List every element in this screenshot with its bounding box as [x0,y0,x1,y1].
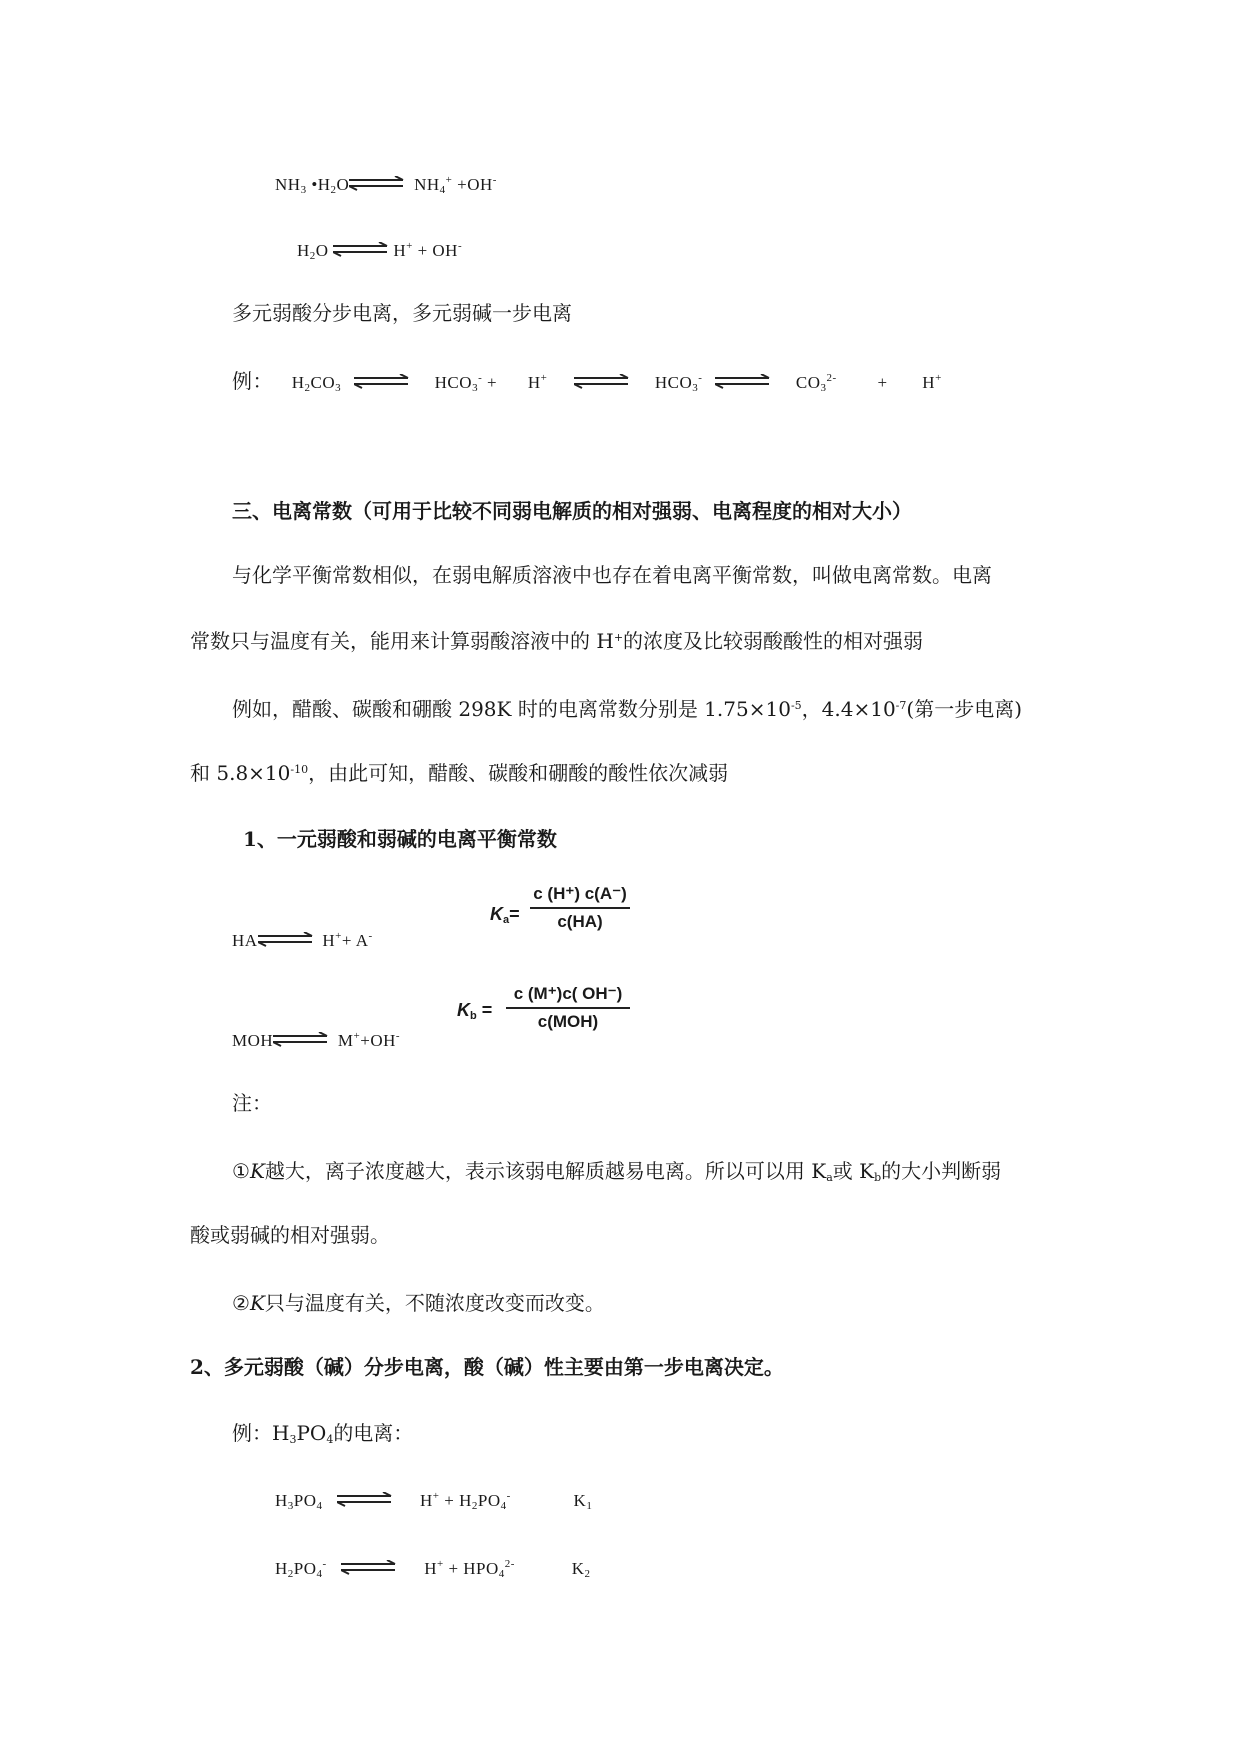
kb-denominator: c(MOH) [537,1012,599,1031]
note-label: 注： [232,1091,272,1115]
equation-nh3-ionization: $NH_3$ $•H_2O$ $NH_4^+ +OH^-$ [275,174,497,196]
equation-carbonic-acid: 例： $H_2CO_3$ $HCO_3^- + H^+$ $HCO_3^-$ $CO_3^{2-} + H^+$ [232,369,942,394]
note-1-line2: 酸或弱碱的相对强弱。 [190,1223,390,1247]
polyacid-statement: 多元弱酸分步电离，多元弱碱一步电离 [232,301,572,325]
equation-phosphoric-step1: $H_3PO_4$ $H^+ + H_2PO_4^-$ $K_1$ [275,1490,593,1512]
paragraph-ionization-constant-line1: 与化学平衡常数相似，在弱电解质溶液中也存在着电离平衡常数，叫做电离常数。电离 [232,563,992,587]
equilibrium-arrow-icon [715,374,775,390]
subheading-monoprotic: 1、一元弱酸和弱碱的电离平衡常数 [243,827,557,851]
equation-phosphoric-step2: $H_2PO_4^-$ $H^+ + HPO_4^{2-}$ $K_2$ [275,1558,591,1580]
kb-numerator: c (M⁺)c( OH⁻) [513,984,623,1003]
section-heading-ionization-constant: 三、电离常数（可用于比较不同弱电解质的相对强弱、电离程度的相对大小） [232,499,912,523]
paragraph-example-constants-line1: 例如，醋酸、碳酸和硼酸 298K 时的电离常数分别是 $1.75\times 10^{-5}$，$4.4\times 10^{-7}$(第一步电离) [232,697,1022,721]
ka-numerator: c (H⁺) c(A⁻) [533,884,627,903]
equation-weak-acid: HA H++ A- [232,930,373,950]
ka-denominator: c(HA) [557,912,603,931]
kb-symbol: $K_b$ = [457,1000,493,1022]
equilibrium-arrow-icon [341,1560,401,1576]
equilibrium-arrow-icon [574,374,634,390]
equilibrium-arrow-icon [333,242,393,258]
equation-water-ionization: $H_2O$ H+ + OH- [297,240,463,262]
equilibrium-arrow-icon [349,176,409,192]
equilibrium-arrow-icon [354,374,414,390]
kb-fraction [506,984,630,1032]
paragraph-ionization-constant-line2: 常数只与温度有关，能用来计算弱酸溶液中的 H+的浓度及比较弱酸酸性的相对强弱 [190,629,924,653]
ka-fraction [530,884,630,932]
equation-weak-base: MOH M++OH- [232,1030,401,1050]
subheading-polyprotic: 2、多元弱酸（碱）分步电离，酸（碱）性主要由第一步电离决定。 [190,1355,784,1379]
paragraph-example-constants-line2: 和 $5.8\times 10^{-10}$，由此可知，醋酸、碳酸和硼酸的酸性依次减弱 [190,761,729,785]
equilibrium-arrow-icon [258,932,318,948]
example-h3po4-label: 例：$H_3PO_4$的电离： [232,1421,414,1446]
equilibrium-arrow-icon [337,1492,397,1508]
equilibrium-arrow-icon [273,1032,333,1048]
note-2: ②K只与温度有关，不随浓度改变而改变。 [232,1291,605,1315]
note-1-line1: ①K越大，离子浓度越大，表示该弱电解质越易电离。所以可以用 $K_a$或 $K_b$的大小判断弱 [232,1159,1002,1184]
ka-symbol: $K_a=$ [490,904,520,926]
